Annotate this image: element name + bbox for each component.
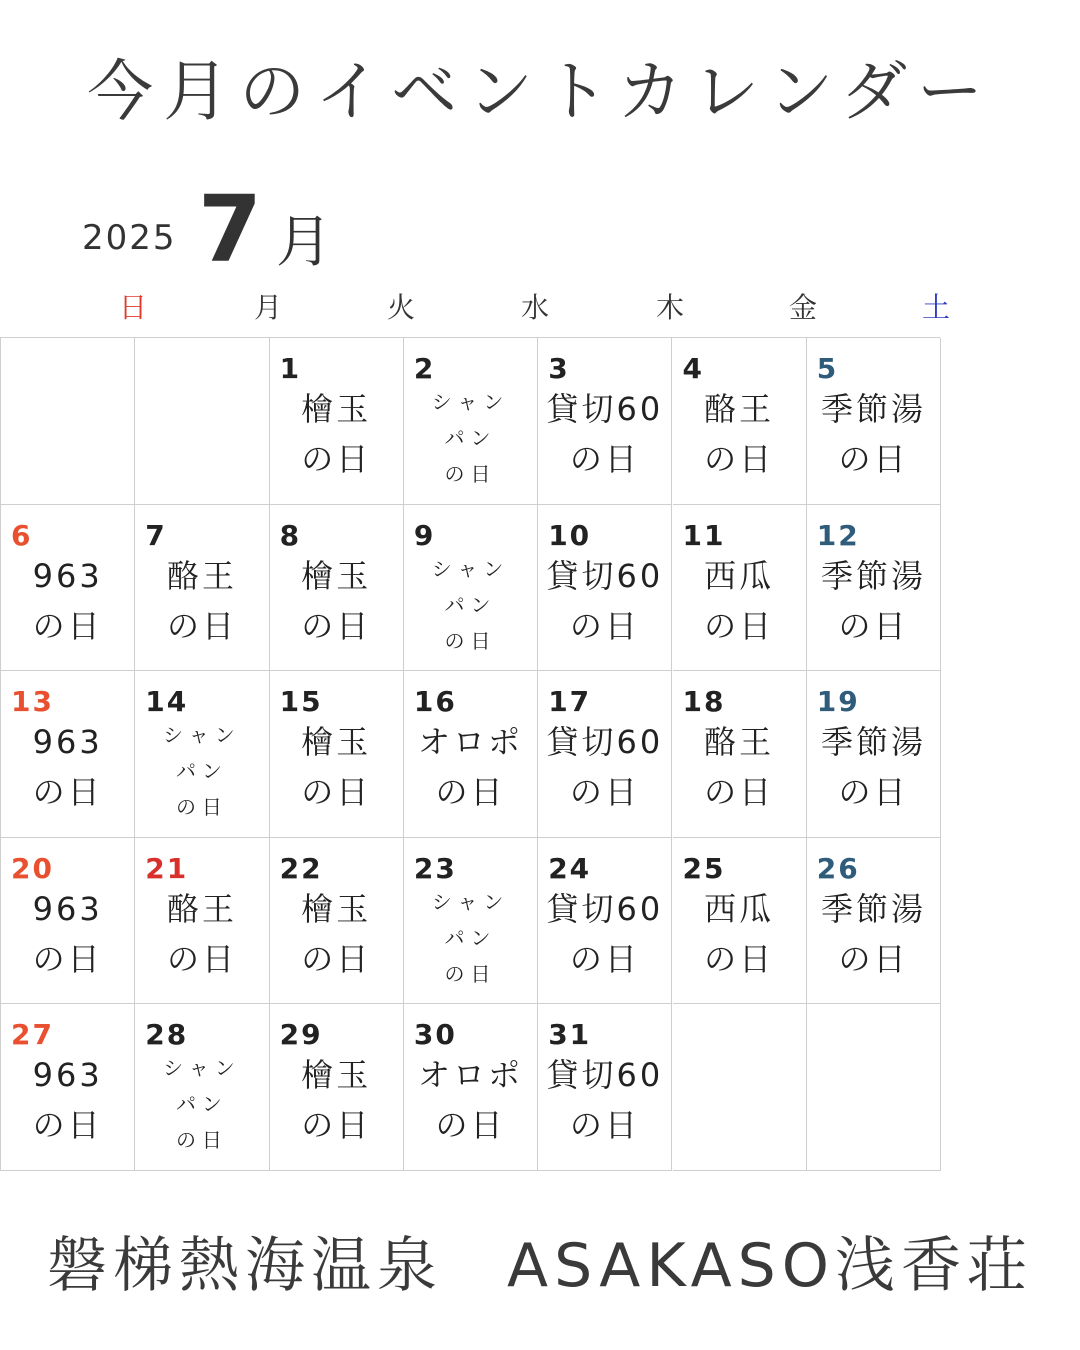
event-line: の日 [569,440,640,478]
event-label [1,551,134,651]
empty-day-cell [673,1004,807,1171]
event-label [404,551,537,659]
day-number: 2 [413,352,436,385]
event-line: シャン [431,390,510,414]
day-number: 19 [816,685,860,719]
day-number: 29 [279,1018,323,1052]
event-line: の日 [301,773,372,812]
event-line: の日 [32,1106,103,1145]
day-number: 11 [682,518,726,552]
day-number: 8 [279,518,302,552]
day-cell [673,671,807,838]
day-cell [538,505,672,672]
day-cell [270,838,404,1005]
day-cell [807,338,941,505]
day-number: 13 [11,685,54,719]
weekday-monday: 月 [253,291,282,324]
day-cell [1,671,135,838]
event-label [538,551,671,651]
event-label [135,884,268,984]
event-line: の日 [444,462,497,486]
event-label [1,1050,134,1150]
empty-day-cell [807,1004,941,1171]
event-line: の日 [704,939,775,978]
event-line: パン [444,592,497,617]
event-line: 酪王 [166,556,237,595]
event-label [673,551,806,651]
day-cell [807,505,941,672]
event-line: オロポ [418,723,524,762]
footer [0,1218,1080,1304]
day-number: 1 [279,352,302,385]
event-label [538,1050,671,1150]
event-line: シャン [431,556,510,581]
day-cell [404,338,538,505]
day-cell [270,505,404,672]
event-label [673,717,806,817]
event-line: 酪王 [704,723,775,762]
day-number: 9 [413,518,436,552]
weekday-tuesday: 火 [386,291,415,324]
day-cell [538,338,672,505]
day-cell [270,1004,404,1171]
weekday-wednesday: 水 [520,291,549,324]
event-line: の日 [704,773,775,812]
event-label [135,717,268,825]
event-line: の日 [435,1106,506,1145]
event-line: 檜玉 [301,390,372,428]
event-line: の日 [444,628,497,653]
event-line: の日 [569,773,640,812]
event-line: の日 [838,606,909,645]
event-label [404,384,537,492]
day-number: 14 [145,685,189,719]
day-cell [1,1004,135,1171]
day-number: 7 [145,518,167,552]
day-cell [135,838,269,1005]
event-label [538,884,671,984]
event-line: 季節湯 [820,723,926,762]
event-line: 貸切60 [546,390,664,428]
event-line: 酪王 [704,390,775,428]
event-label [1,717,134,817]
day-number: 22 [279,851,323,885]
event-line: シャン [163,1056,241,1081]
event-line: パン [175,1092,228,1117]
day-cell [807,671,941,838]
event-line: 季節湯 [820,889,926,928]
event-label [673,384,806,484]
event-line: 963 [32,556,103,595]
weekday-thursday: 木 [655,291,684,324]
event-line: 貸切60 [546,889,664,928]
event-label [807,384,940,484]
event-line: パン [444,925,497,950]
event-line: 963 [32,1056,103,1095]
page-title: 今月のイベントカレンダー [87,53,993,130]
day-cell [673,338,807,505]
event-label [404,717,537,817]
empty-day-cell [1,338,135,505]
day-cell [135,671,269,838]
event-line: の日 [166,939,237,978]
day-cell [135,1004,269,1171]
event-label [807,884,940,984]
day-number: 20 [11,851,54,885]
calendar-year: 2025 [82,218,177,258]
day-number: 23 [413,851,457,885]
event-label [270,1050,403,1150]
day-number: 12 [816,518,860,552]
day-number: 17 [548,685,592,719]
event-line: の日 [301,1106,372,1145]
event-label [404,1050,537,1150]
event-line: 963 [32,889,103,928]
day-number: 10 [548,518,592,552]
day-number: 28 [145,1018,189,1052]
event-line: の日 [32,939,103,978]
day-cell [538,1004,672,1171]
calendar-month-label: 月 [276,210,332,275]
event-line: 檜玉 [301,1056,372,1095]
event-line: パン [175,759,228,784]
day-number: 26 [816,851,860,885]
day-number: 15 [279,685,323,719]
event-label [404,884,537,992]
day-cell [673,838,807,1005]
event-label [807,551,940,651]
event-line: の日 [704,440,775,478]
event-label [135,551,268,651]
event-line: 酪王 [166,889,237,928]
day-number: 3 [548,352,570,385]
day-number: 16 [413,685,457,719]
day-cell [1,505,135,672]
event-line: 檜玉 [301,889,372,928]
day-number: 27 [11,1018,54,1052]
event-line: 檜玉 [301,723,372,762]
day-cell [270,671,404,838]
event-line: の日 [569,1106,640,1145]
event-label [270,717,403,817]
day-cell [404,671,538,838]
day-number: 24 [548,851,592,885]
day-cell [538,838,672,1005]
event-line: の日 [435,773,506,812]
calendar-month-number: 7 [198,176,263,283]
event-line: の日 [569,606,640,645]
event-line: の日 [175,1128,228,1153]
day-number: 21 [145,851,189,885]
event-label [538,384,671,484]
event-line: の日 [301,939,372,978]
event-line: シャン [163,723,241,748]
weekday-saturday: 土 [921,291,950,324]
event-line: 檜玉 [301,556,372,595]
event-line: パン [444,426,497,450]
day-number: 30 [413,1018,457,1052]
day-cell [1,838,135,1005]
event-line: 西瓜 [704,556,775,595]
event-label [673,884,806,984]
event-line: オロポ [418,1056,524,1095]
empty-day-cell [135,338,269,505]
event-line: 963 [32,723,103,762]
event-line: の日 [175,795,228,820]
event-label [135,1050,268,1158]
calendar-grid [0,337,940,1171]
weekday-sunday: 日 [118,291,147,324]
event-label [270,551,403,651]
day-number: 6 [11,518,33,552]
day-number: 4 [682,352,704,385]
event-line: の日 [301,606,372,645]
day-cell [404,505,538,672]
event-line: の日 [166,606,237,645]
event-line: の日 [838,773,909,812]
day-cell [270,338,404,505]
weekday-friday: 金 [788,291,817,324]
event-label [1,884,134,984]
event-line: 西瓜 [704,889,775,928]
event-line: シャン [431,889,510,914]
footer-facility: 磐梯熱海温泉 [47,1231,444,1301]
event-line: の日 [704,606,775,645]
event-label [538,717,671,817]
day-cell [404,1004,538,1171]
day-number: 18 [682,685,726,719]
event-label [807,717,940,817]
event-line: の日 [569,939,640,978]
event-label [270,884,403,984]
event-line: 季節湯 [820,556,926,595]
event-line: の日 [444,961,497,986]
day-cell [807,838,941,1005]
event-line: 貸切60 [546,1056,664,1095]
event-line: 貸切60 [546,723,664,762]
day-number: 25 [682,851,726,885]
event-line: 貸切60 [546,556,664,595]
event-line: の日 [32,606,103,645]
footer-inn-name: ASAKASO浅香荘 [507,1231,1033,1301]
event-line: の日 [32,773,103,812]
weekday-header [0,286,950,330]
event-line: 季節湯 [820,390,926,428]
day-number: 31 [548,1018,592,1052]
day-number: 5 [816,352,839,385]
day-cell [673,505,807,672]
event-label [270,384,403,484]
event-line: の日 [301,440,372,478]
event-line: の日 [838,440,909,478]
day-cell [135,505,269,672]
day-cell [404,838,538,1005]
day-cell [538,671,672,838]
event-line: の日 [838,939,909,978]
